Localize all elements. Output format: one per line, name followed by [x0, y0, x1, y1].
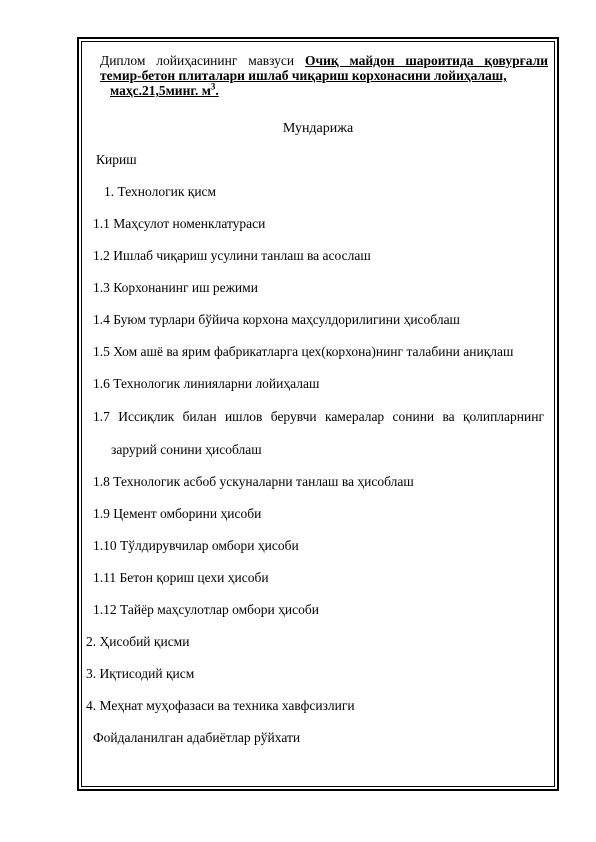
toc-item: 1.10 Тўлдирувчилар омбори ҳисоби	[93, 538, 299, 553]
toc-item: Кириш	[96, 152, 137, 167]
toc-item: зарурий сонини ҳисоблаш	[111, 442, 262, 457]
toc-item: 4. Меҳнат муҳофазаси ва техника хавфсизлиги	[86, 698, 355, 713]
header-capacity-end: .	[215, 83, 219, 98]
toc-item: 1.8 Технологик асбоб ускуналарни танлаш ва ҳисоблаш	[93, 474, 414, 489]
toc-item: 1. Технологик қисм	[104, 184, 217, 199]
toc-item: 1.1 Маҳсулот номенклатураси	[93, 216, 266, 231]
toc-item: 1.5 Хом ашё ва ярим фабрикатларга цех(корхона)нинг талабини аниқлаш	[93, 344, 514, 359]
toc-item: 3. Иқтисодий қисм	[86, 666, 195, 681]
toc-item: 2. Ҳисобий қисми	[86, 634, 190, 649]
toc-item: 1.7 Иссиқлик билан ишлов берувчи камералар сонини ва қолипларнинг	[93, 409, 544, 424]
toc-item: 1.9 Цемент омборини ҳисоби	[93, 506, 262, 521]
header-capacity: маҳс.21,5минг. м	[110, 83, 211, 98]
header-line-2: темир-бетон плиталари ишлаб чиқариш корхонасини лойиҳалаш,	[100, 68, 507, 83]
toc-item: 1.3 Корхонанинг иш режими	[93, 280, 258, 295]
toc-item: Фойдаланилган адабиётлар рўйхати	[93, 730, 301, 745]
header-capacity-sup: 3	[210, 81, 216, 92]
contents-title: Мундарижа	[282, 121, 354, 136]
toc-item: 1.6 Технологик линияларни лойиҳалаш	[93, 376, 320, 391]
header-topic: Очиқ майдон шароитида қовурғали	[304, 53, 548, 68]
toc-item: 1.2 Ишлаб чиқариш усулини танлаш ва асослаш	[93, 248, 371, 263]
toc-item: 1.12 Тайёр маҳсулотлар омбори ҳисоби	[93, 602, 319, 617]
header-line-3	[100, 83, 548, 98]
toc-item: 1.4 Буюм турлари бўйича корхона маҳсулдорилигини ҳисоблаш	[93, 312, 460, 327]
thesis-topic-header	[100, 53, 548, 98]
header-line-1	[100, 53, 548, 68]
toc-item: 1.11 Бетон қориш цехи ҳисоби	[93, 570, 269, 585]
header-prefix: Диплом лойиҳасининг мавзуси	[100, 53, 295, 68]
